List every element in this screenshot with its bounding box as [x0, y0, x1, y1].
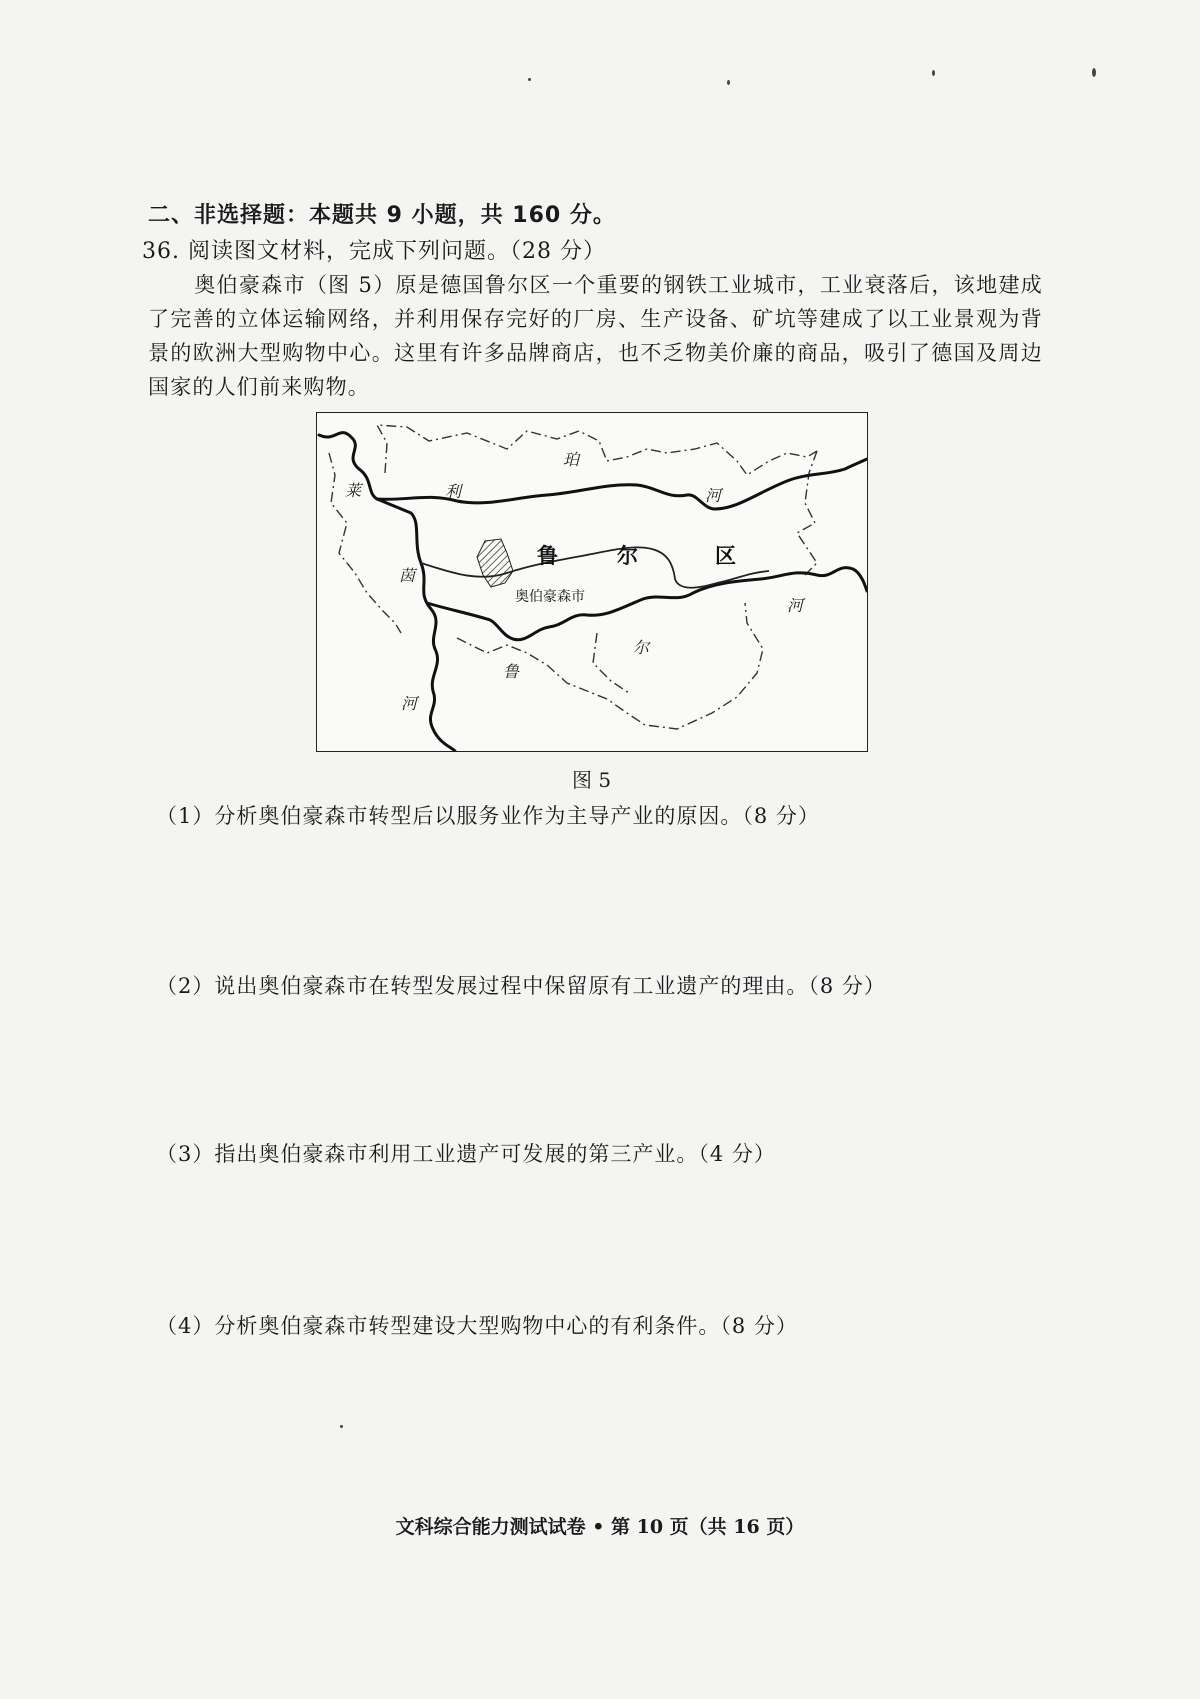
label-ruhr-region-1: 鲁: [537, 544, 558, 568]
scan-speck: [1092, 68, 1096, 77]
label-ruhr-region-3: 区: [715, 544, 736, 568]
label-ruhr-region-2: 尔: [617, 544, 638, 568]
boundary-north: [377, 425, 817, 475]
rhine-river: [319, 433, 455, 751]
subquestion-2: （2）说出奥伯豪森市在转型发展过程中保留原有工业遗产的理由。（8 分）: [156, 974, 886, 998]
label-lippe-1: 利: [445, 482, 462, 501]
label-lippe-2: 珀: [563, 450, 580, 469]
subquestion-1: （1）分析奥伯豪森市转型后以服务业作为主导产业的原因。（8 分）: [156, 804, 820, 828]
label-lippe-3: 河: [705, 486, 722, 505]
scan-speck: [932, 70, 935, 76]
subquestion-4: （4）分析奥伯豪森市转型建设大型购物中心的有利条件。（8 分）: [156, 1314, 798, 1338]
section-heading: 二、非选择题：本题共 9 小题，共 160 分。: [148, 203, 616, 228]
scan-speck: [340, 1425, 343, 1428]
boundary-inner: [593, 633, 629, 693]
label-oberhausen: 奥伯豪森市: [515, 589, 585, 605]
ruhr-map-figure: [316, 412, 868, 752]
scan-speck: [528, 78, 531, 81]
label-rhine-1: 莱: [345, 481, 362, 500]
figure-caption: 图 5: [572, 768, 612, 792]
label-rhine-2: 茵: [399, 566, 416, 585]
boundary-west: [329, 453, 401, 633]
label-ruhr-river-3: 河: [787, 596, 804, 615]
oberhausen-city-area: [477, 539, 513, 587]
label-ruhr-river-1: 鲁: [503, 662, 520, 681]
label-rhine-3: 河: [401, 694, 418, 713]
ruhr-map: [317, 413, 867, 751]
subquestion-3: （3）指出奥伯豪森市利用工业遗产可发展的第三产业。（4 分）: [156, 1142, 776, 1166]
question-passage: 奥伯豪森市（图 5）原是德国鲁尔区一个重要的钢铁工业城市，工业衰落后，该地建成了完善的立体运输网络，并利用保存完好的厂房、生产设备、矿坑等建成了以工业景观为背景的欧洲大型购物中心。这里有许多品牌商店，也不乏物美价廉的商品，吸引了德国及周边国家的人们前来购物。: [148, 273, 1043, 399]
scan-speck: [727, 80, 730, 85]
page-footer: 文科综合能力测试试卷 • 第 10 页（共 16 页）: [395, 1516, 805, 1538]
question-36-heading: 36. 阅读图文材料，完成下列问题。（28 分）: [142, 239, 606, 264]
boundary-east: [797, 451, 817, 575]
label-ruhr-river-2: 尔: [633, 638, 650, 657]
